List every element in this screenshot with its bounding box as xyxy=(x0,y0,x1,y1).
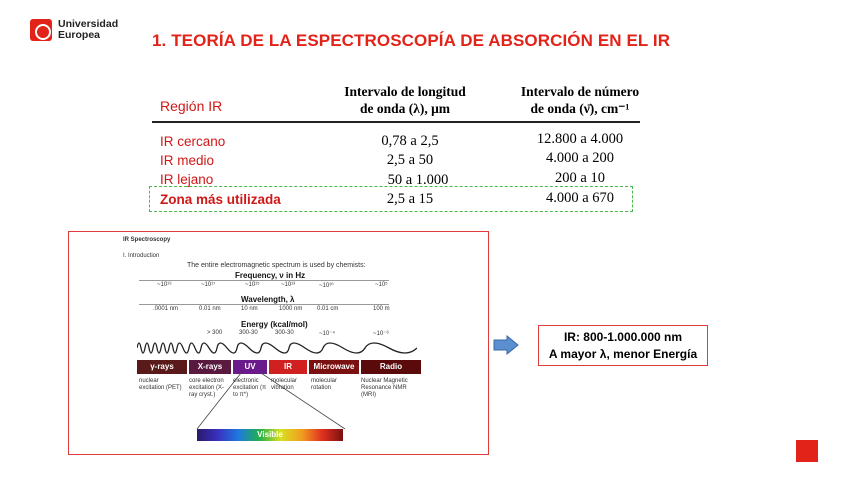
energy-label: Energy (kcal/mol) xyxy=(241,320,308,329)
band-uv: UV xyxy=(233,360,267,374)
spectrum-section: I. Introduction xyxy=(123,253,160,259)
wave-tick: 1000 nm xyxy=(279,306,303,312)
cell-wavenumber-near: 12.800 a 4.000 xyxy=(536,131,624,147)
band-desc-microwave: molecular rotation xyxy=(311,378,338,391)
wave-tick: 0.01 cm xyxy=(317,306,339,312)
corner-brand-square xyxy=(796,440,818,462)
band-desc-ir: molecular vibration xyxy=(271,378,298,391)
band-radio: Radio xyxy=(361,360,421,374)
energy-tick: ~10⁻⁶ xyxy=(373,331,389,337)
cell-wavelength-near: 0,78 a 2,5 xyxy=(381,133,439,149)
cell-wavenumber-far: 200 a 10 xyxy=(555,170,605,186)
header-wavenumber xyxy=(495,83,665,117)
visible-zoom-lines xyxy=(195,373,351,429)
header-wavelength xyxy=(320,83,490,117)
row-label-mid: IR medio xyxy=(160,153,215,168)
info-range: IR: 800-1.000.000 nm xyxy=(563,330,683,344)
band-desc-radio: Nuclear Magnetic Resonance NMR (MRI) xyxy=(361,378,408,398)
header-region: Región IR xyxy=(160,98,223,114)
cell-wavenumber-most-used: 4.000 a 670 xyxy=(545,190,615,206)
info-energy-note: A mayor λ, menor Energía xyxy=(548,347,698,361)
wave-tick: 10 nm xyxy=(241,306,258,312)
spectrum-intro: The entire electromagnetic spectrum is used by chemists: xyxy=(187,262,366,269)
logo-text xyxy=(58,19,118,41)
row-label-near: IR cercano xyxy=(160,134,226,149)
ue-logo-icon xyxy=(30,19,52,41)
info-box xyxy=(538,325,708,366)
wave-tick: 0.01 nm xyxy=(199,306,221,312)
header-wavelength-line2: de onda (λ), μm xyxy=(359,101,451,116)
freq-tick: ~10¹⁹ xyxy=(157,282,172,288)
header-wavelength-line1: Intervalo de longitud xyxy=(344,84,466,99)
energy-tick: 300-30 xyxy=(239,330,258,336)
energy-tick: 300-30 xyxy=(275,330,294,336)
logo-line-2: Europea xyxy=(58,29,101,41)
wave-tick: .0001 nm xyxy=(153,306,179,312)
freq-axis xyxy=(139,280,389,290)
energy-tick: > 300 xyxy=(207,330,223,336)
header-wavenumber-line2: de onda (ν̄), cm⁻¹ xyxy=(530,101,630,116)
wavelength-label: Wavelength, λ xyxy=(241,295,295,304)
freq-tick: ~10¹⁷ xyxy=(201,282,216,288)
spectrum-heading: IR Spectroscopy xyxy=(123,237,171,243)
cell-wavelength-far: 50 a 1.000 xyxy=(387,172,449,188)
band-desc-uv: electronic excitation (π to π*) xyxy=(233,378,267,398)
em-spectrum-figure xyxy=(68,231,489,455)
band-desc-xrays: core electron excitation (X-ray cryst.) xyxy=(189,378,225,398)
university-logo xyxy=(30,19,118,41)
cell-wavelength-most-used: 2,5 a 15 xyxy=(386,191,434,207)
row-label-most-used: Zona más utilizada xyxy=(160,192,281,207)
band-desc-gamma: nuclear excitation (PET) xyxy=(139,378,182,391)
row-label-far: IR lejano xyxy=(160,172,214,187)
cell-wavenumber-mid: 4.000 a 200 xyxy=(545,150,615,166)
right-arrow-icon xyxy=(493,335,519,355)
slide-title: 1. TEORÍA DE LA ESPECTROSCOPÍA DE ABSORCIÓN EN EL IR xyxy=(152,31,671,50)
logo-line-1: Universidad xyxy=(58,18,119,30)
freq-tick: ~10¹⁰ xyxy=(319,283,334,289)
freq-tick: ~10¹⁵ xyxy=(245,282,260,288)
freq-label: Frequency, ν in Hz xyxy=(235,271,306,280)
wave-tick: 100 m xyxy=(373,306,390,312)
freq-tick: ~10¹³ xyxy=(281,282,296,288)
band-ir: IR xyxy=(269,360,307,374)
energy-tick: ~10⁻⁴ xyxy=(319,331,335,337)
cell-wavelength-mid: 2,5 a 50 xyxy=(386,152,434,168)
header-wavenumber-line1: Intervalo de número xyxy=(520,84,640,99)
band-microwave: Microwave xyxy=(309,360,359,374)
band-gamma: γ-rays xyxy=(137,360,187,374)
freq-tick: ~10⁵ xyxy=(375,282,388,288)
visible-spectrum-bar: Visible xyxy=(197,429,343,441)
band-xrays: X-rays xyxy=(189,360,231,374)
table-rule xyxy=(152,121,640,123)
wave-icon xyxy=(137,338,417,358)
